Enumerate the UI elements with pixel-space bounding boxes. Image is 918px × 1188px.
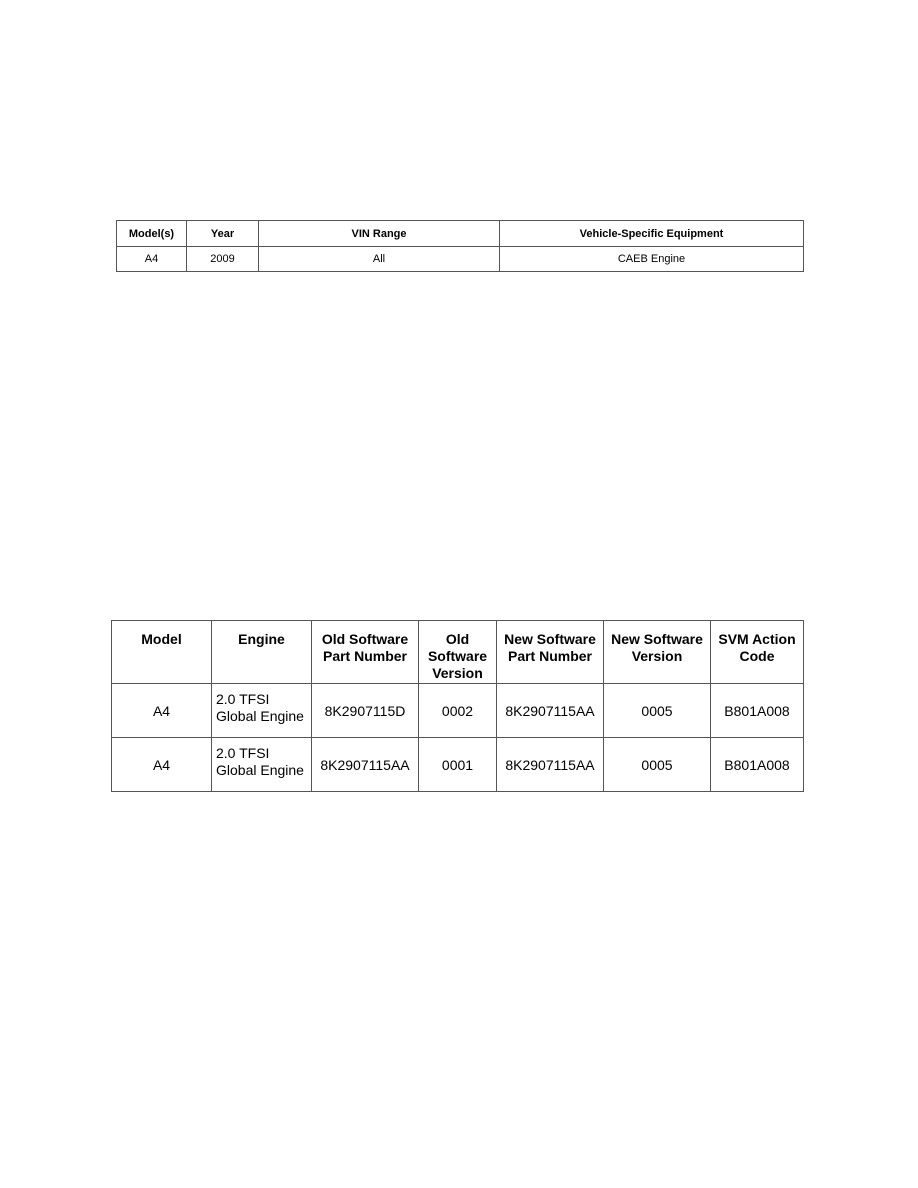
software-version-table <box>111 620 804 792</box>
cell-old-version: 0002 <box>419 684 497 738</box>
header-vin-range: VIN Range <box>259 221 500 247</box>
header-line: SVM Action <box>718 631 796 647</box>
cell-engine <box>212 684 312 738</box>
cell-model: A4 <box>112 684 212 738</box>
header-line: Part Number <box>322 648 408 664</box>
header-engine-label: Engine <box>238 631 285 647</box>
table-row <box>112 684 804 738</box>
header-old-software-version <box>419 621 497 684</box>
header-line: New Software <box>611 631 703 647</box>
table-row <box>117 247 804 272</box>
cell-old-part: 8K2907115AA <box>312 738 419 792</box>
engine-line: 2.0 TFSI <box>216 691 270 707</box>
table-header-row <box>112 621 804 684</box>
cell-engine <box>212 738 312 792</box>
engine-line: 2.0 TFSI <box>216 745 270 761</box>
cell-equipment: CAEB Engine <box>500 247 804 272</box>
header-line: Old Software <box>321 631 409 647</box>
header-line: Old <box>445 631 470 647</box>
cell-new-part: 8K2907115AA <box>497 684 604 738</box>
cell-new-version: 0005 <box>604 738 711 792</box>
cell-model: A4 <box>117 247 187 272</box>
header-vehicle-equipment: Vehicle-Specific Equipment <box>500 221 804 247</box>
header-new-software-version <box>604 621 711 684</box>
cell-new-version: 0005 <box>604 684 711 738</box>
engine-line: Global Engine <box>216 762 304 778</box>
header-svm-action-code <box>711 621 804 684</box>
cell-old-part: 8K2907115D <box>312 684 419 738</box>
table-row <box>112 738 804 792</box>
header-line: Version <box>631 648 683 664</box>
header-model-label: Model <box>141 631 182 647</box>
header-old-software-part <box>312 621 419 684</box>
header-year: Year <box>187 221 259 247</box>
header-line: New Software <box>504 631 596 647</box>
engine-line: Global Engine <box>216 708 304 724</box>
table-header-row <box>117 221 804 247</box>
cell-new-part: 8K2907115AA <box>497 738 604 792</box>
cell-old-version: 0001 <box>419 738 497 792</box>
header-model <box>112 621 212 684</box>
cell-year: 2009 <box>187 247 259 272</box>
cell-svm-code: B801A008 <box>711 738 804 792</box>
header-new-software-part <box>497 621 604 684</box>
header-models: Model(s) <box>117 221 187 247</box>
applicability-table <box>116 220 804 272</box>
cell-svm-code: B801A008 <box>711 684 804 738</box>
header-line: Part Number <box>507 648 593 664</box>
header-line: Version <box>432 665 483 681</box>
cell-vin-range: All <box>259 247 500 272</box>
header-line: Code <box>739 648 775 664</box>
header-engine <box>212 621 312 684</box>
header-line: Software <box>427 648 488 664</box>
cell-model: A4 <box>112 738 212 792</box>
